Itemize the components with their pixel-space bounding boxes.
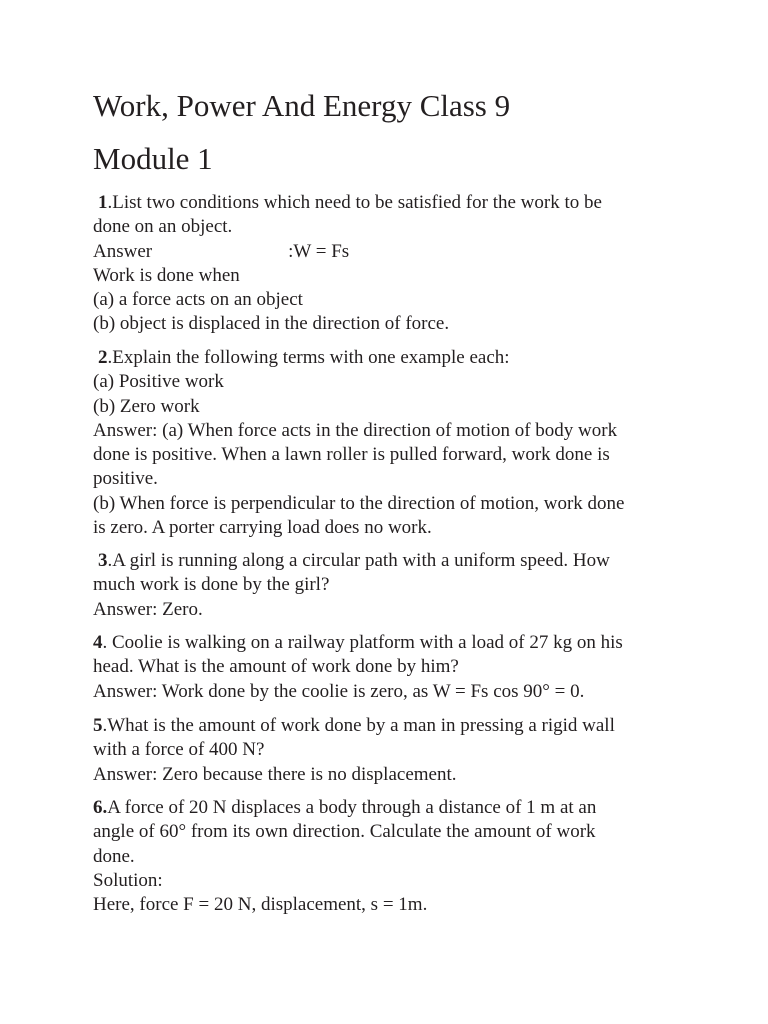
question-number: 5 bbox=[93, 715, 103, 736]
answer-text: Answer: (a) When force acts in the direction of motion of body work bbox=[93, 419, 618, 441]
answer-text: Work is done when bbox=[93, 264, 240, 286]
question-6-line-1: 6.A force of 20 N displaces a body through a distance of 1 m at an bbox=[93, 797, 597, 818]
answer-text: (a) a force acts on an object bbox=[93, 289, 303, 311]
question-2 bbox=[93, 346, 693, 540]
question-number: 6. bbox=[93, 797, 108, 818]
answer-text: Answer: Zero. bbox=[93, 598, 203, 620]
question-4 bbox=[93, 631, 693, 704]
answer-line bbox=[93, 240, 693, 264]
answer-text: (b) When force is perpendicular to the direction of motion, work done bbox=[93, 492, 625, 514]
question-6 bbox=[93, 796, 693, 917]
module-heading: Module 1 bbox=[93, 141, 213, 176]
question-3 bbox=[93, 549, 693, 622]
solution-label: Solution: bbox=[93, 869, 163, 891]
question-2-line-1: 2.Explain the following terms with one example each: bbox=[98, 347, 510, 368]
question-5 bbox=[93, 714, 693, 787]
question-text: with a force of 400 N? bbox=[93, 739, 265, 761]
solution-text: Here, force F = 20 N, displacement, s = 1m. bbox=[93, 894, 428, 916]
question-number: 2 bbox=[98, 347, 108, 368]
question-text: angle of 60° from its own direction. Calculate the amount of work bbox=[93, 821, 596, 843]
answer-label: Answer bbox=[93, 240, 153, 262]
document-title: Work, Power And Energy Class 9 bbox=[93, 88, 511, 123]
question-1-line-1: 1.List two conditions which need to be satisfied for the work to be bbox=[98, 192, 602, 213]
question-number: 4 bbox=[93, 632, 103, 653]
answer-text: Answer: Zero because there is no displacement. bbox=[93, 763, 457, 785]
answer-text: positive. bbox=[93, 468, 158, 490]
question-5-line-1: 5.What is the amount of work done by a man in pressing a rigid wall bbox=[93, 715, 615, 736]
question-number: 3 bbox=[98, 550, 108, 571]
answer-text: Answer: Work done by the coolie is zero, as W = Fs cos 90° = 0. bbox=[93, 680, 585, 702]
question-1-line-2: done on an object. bbox=[93, 216, 233, 238]
question-3-line-1: 3.A girl is running along a circular path with a uniform speed. How bbox=[98, 550, 610, 571]
question-text: head. What is the amount of work done by him? bbox=[93, 656, 459, 678]
answer-text: is zero. A porter carrying load does no work. bbox=[93, 517, 432, 539]
question-text: (b) Zero work bbox=[93, 395, 200, 417]
question-4-line-1: 4. Coolie is walking on a railway platform with a load of 27 kg on his bbox=[93, 632, 623, 653]
answer-text: done is positive. When a lawn roller is pulled forward, work done is bbox=[93, 444, 610, 466]
question-text: (a) Positive work bbox=[93, 371, 224, 393]
answer-formula: :W = Fs bbox=[288, 240, 350, 262]
question-1 bbox=[93, 191, 693, 337]
question-text: done. bbox=[93, 845, 135, 867]
question-text: much work is done by the girl? bbox=[93, 574, 330, 596]
answer-text: (b) object is displaced in the direction of force. bbox=[93, 313, 450, 335]
question-number: 1 bbox=[98, 192, 108, 213]
